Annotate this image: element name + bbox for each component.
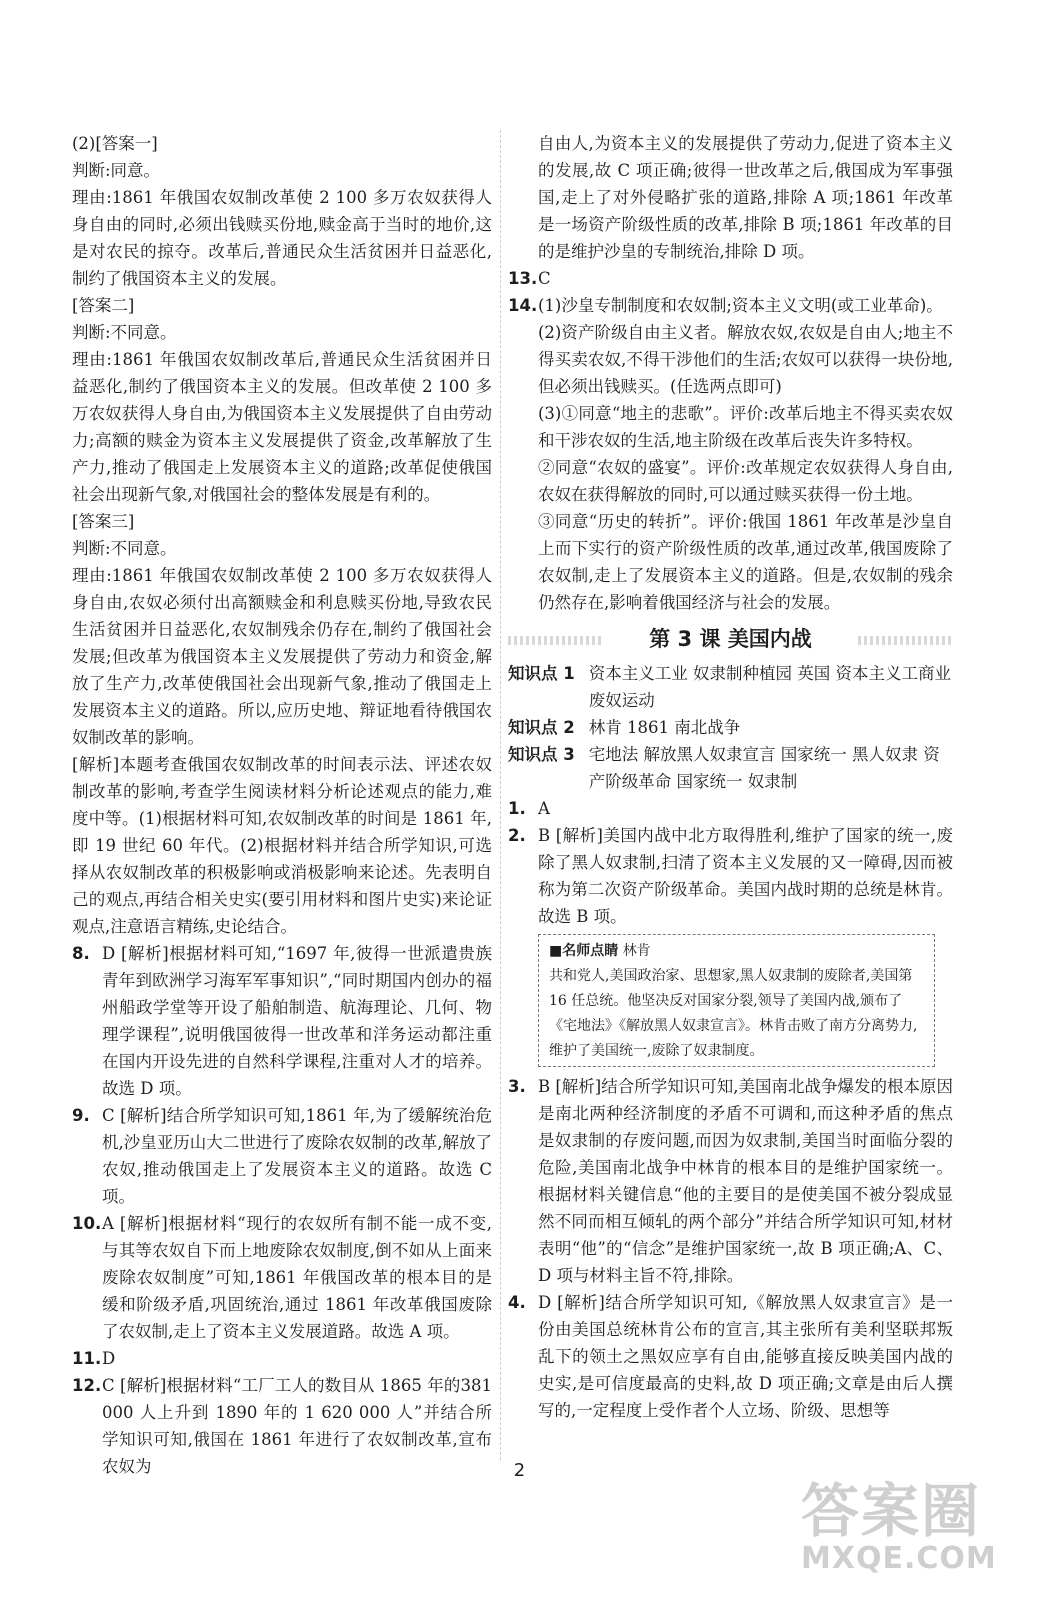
- item-14-part-3c: [508, 508, 953, 616]
- answer-two-heading: [答案二]: [72, 296, 135, 315]
- analysis-paragraph: [解析]本题考查俄国农奴制改革的时间表示法、评述农奴制改革的影响,考查学生阅读材料分析论述观点的能力,难度中等。(1)根据材料可知,农奴制改革的时间是 1861 年,即 19 世纪 60 年代。(2)根据材料并结合所学知识,可选择从农奴制改革的积极影响或消极影响来论述。先表明自己的观点,再结合相关史实(要引用材料和图片史实)来论证观点,注意语言精练,史论结合。: [72, 755, 492, 936]
- answer-item-2: [508, 822, 953, 930]
- item-text: 自由人,为资本主义的发展提供了劳动力,促进了资本主义的发展,故 C 项正确;彼得一世改革之后,俄国成为军事强国,走上了对外侵略扩张的道路,排除 A 项;1861 年改革是一场资产阶级性质的改革,排除 B 项;1861 年改革的目的是维护沙皇的专制统治,排除 D 项。: [538, 134, 953, 261]
- item-number: 11.: [72, 1349, 102, 1368]
- item-text: (3)①同意“地主的悲歌”。评价:改革后地主不得买卖农奴和干涉农奴的生活,地主阶级在改革后丧失许多特权。: [538, 404, 953, 450]
- answer-item-1: [508, 795, 953, 822]
- reason-2: 理由:1861 年俄国农奴制改革后,普通民众生活贫困并日益恶化,制约了俄国资本主义的发展。但改革使 2 100 多万农奴获得人身自由,为俄国资本主义发展提供了自由劳动力;高额的赎金为资本主义发展提供了资金,改革解放了生产力,推动了俄国走上发展资本主义的道路;改革促使俄国社会出现新气象,对俄国社会的整体发展是有利的。: [72, 350, 492, 504]
- knowledge-label: 知识点 3: [508, 745, 575, 764]
- item-number: 13.: [508, 269, 538, 288]
- item-14-part-3a: [508, 400, 953, 454]
- item-text: B [解析]美国内战中北方取得胜利,维护了国家的统一,废除了黑人奴隶制,扫清了资本主义发展的又一障碍,因而被称为第二次资产阶级革命。美国内战时期的总统是林肯。故选 B 项。: [538, 826, 953, 926]
- knowledge-point-1: [508, 660, 953, 714]
- knowledge-label: 知识点 2: [508, 718, 575, 737]
- tip-name: 林肯: [622, 943, 651, 959]
- watermark-text: 答案圈: [801, 1477, 982, 1545]
- left-column: [72, 130, 492, 1480]
- item-text: ②同意“农奴的盛宴”。评价:改革规定农奴获得人身自由,农奴在获得解放的同时,可以通过赎买获得一份土地。: [538, 458, 953, 504]
- item-text: (1)沙皇专制制度和农奴制;资本主义文明(或工业革命)。: [538, 296, 943, 315]
- answer-item-8: [72, 940, 492, 1102]
- item-number: 3.: [508, 1077, 526, 1096]
- item-number: 9.: [72, 1106, 90, 1125]
- item-number: 10.: [72, 1214, 102, 1233]
- column-divider: [500, 130, 502, 1460]
- item-text: (2)资产阶级自由主义者。解放农奴,农奴是自由人;地主不得买卖农奴,不得干涉他们的生活;农奴可以获得一块份地,但必须出钱赎买。(任选两点即可): [538, 323, 953, 396]
- judgement-3: 判断:不同意。: [72, 539, 177, 558]
- answer-item-14: [508, 292, 953, 319]
- watermark-logo: [801, 1477, 1001, 1590]
- item-14-part-3b: [508, 454, 953, 508]
- teacher-tip-box: [538, 934, 935, 1067]
- item-text: D: [102, 1349, 116, 1368]
- answer-item-9: [72, 1102, 492, 1210]
- answer-item-10: [72, 1210, 492, 1345]
- knowledge-label: 知识点 1: [508, 664, 575, 683]
- answer-item-11: [72, 1345, 492, 1372]
- item-text: A: [538, 799, 550, 818]
- knowledge-value: 资本主义工业 奴隶制种植园 英国 资本主义工商业 废奴运动: [588, 664, 951, 710]
- tip-title: ■名师点睛: [549, 943, 619, 959]
- reason-1: 理由:1861 年俄国农奴制改革使 2 100 多万农奴获得人身自由的同时,必须出钱赎买份地,赎金高于当时的地价,这是对农民的掠夺。改革后,普通民众生活贫困并日益恶化,制约了俄国资本主义的发展。: [72, 188, 492, 288]
- knowledge-point-2: [508, 714, 953, 741]
- item-text: B [解析]结合所学知识可知,美国南北战争爆发的根本原因是南北两种经济制度的矛盾不可调和,而这种矛盾的焦点是奴隶制的存废问题,而因为奴隶制,美国当时面临分裂的危险,美国南北战争中林肯的根本目的是维护国家统一。根据材料关键信息“他的主要目的是使美国不被分裂成显然不同而相互倾轧的两个部分”并结合所学知识可知,材材表明“他”的“信念”是维护国家统一,故 B 项正确;A、C、D 项与材料主旨不符,排除。: [538, 1077, 953, 1285]
- item-number: 2.: [508, 826, 526, 845]
- answer-item-4: [508, 1289, 953, 1424]
- answer-2-heading: (2)[答案一]: [72, 134, 158, 153]
- tip-body: 共和党人,美国政治家、思想家,黑人奴隶制的废除者,美国第 16 任总统。他坚决反对国家分裂,领导了美国内战,颁布了《宅地法》《解放黑人奴隶宣言》。林肯击败了南方分离势力,维护了美国统一,废除了奴隶制度。: [549, 968, 918, 1059]
- item-text: D [解析]根据材料可知,“1697 年,彼得一世派遣贵族青年到欧洲学习海军军事知识”,“同时期国内创办的福州船政学堂等开设了船舶制造、航海理论、几何、物理学课程”,说明俄国彼得一世改革和洋务运动都注重在国内开设先进的自然科学课程,注重对人才的培养。故选 D 项。: [102, 944, 492, 1098]
- item-12-continued: [508, 130, 953, 265]
- reason-3: 理由:1861 年俄国农奴制改革使 2 100 多万农奴获得人身自由,农奴必须付出高额赎金和利息赎买份地,导致农民生活贫困并日益恶化,农奴制残余仍存在,制约了俄国社会发展;但改革为俄国资本主义发展提供了劳动力和资金,解放了生产力,改革使俄国社会出现新气象,推动了俄国走上发展资本主义的道路。所以,应历史地、辩证地看待俄国农奴制改革的影响。: [72, 566, 492, 747]
- knowledge-value: 宅地法 解放黑人奴隶宣言 国家统一 黑人奴隶 资产阶级革命 国家统一 奴隶制: [588, 745, 940, 791]
- page-number: 2: [513, 1460, 526, 1481]
- knowledge-point-3: [508, 741, 953, 795]
- knowledge-value: 林肯 1861 南北战争: [588, 718, 741, 737]
- item-14-part-2: [508, 319, 953, 400]
- item-text: A [解析]根据材料“现行的农奴所有制不能一成不变,与其等农奴自下而上地废除农奴制度,倒不如从上面来废除农奴制度”可知,1861 年俄国改革的根本目的是缓和阶级矛盾,巩固统治,通过 1861 年改革俄国废除了农奴制,走上了资本主义发展道路。故选 A 项。: [102, 1214, 492, 1341]
- item-number: 12.: [72, 1376, 102, 1395]
- item-number: 8.: [72, 944, 90, 963]
- item-text: ③同意“历史的转折”。评价:俄国 1861 年改革是沙皇自上而下实行的资产阶级性质的改革,通过改革,俄国废除了农奴制,走上了发展资本主义的道路。但是,农奴制的残余仍然存在,影响着俄国经济与社会的发展。: [538, 512, 953, 612]
- right-column: [508, 130, 953, 1424]
- item-number: 14.: [508, 296, 538, 315]
- watermark-url: MXQE.COM: [801, 1541, 997, 1576]
- item-text: C [解析]根据材料“工厂工人的数目从 1865 年的381 000 人上升到 1890 年的 1 620 000 人”并结合所学知识可知,俄国在 1861 年进行了农奴制改革,宣布农奴为: [102, 1376, 492, 1476]
- answer-item-13: [508, 265, 953, 292]
- item-number: 4.: [508, 1293, 526, 1312]
- item-number: 1.: [508, 799, 526, 818]
- lesson-title: 第 3 课 美国内战: [508, 622, 953, 656]
- item-text: D [解析]结合所学知识可知,《解放黑人奴隶宣言》是一份由美国总统林肯公布的宣言,其主张所有美利坚联邦叛乱下的领土之黑奴应享有自由,能够直接反映美国内战的史实,是可信度最高的史料,故 D 项正确;文章是由后人撰写的,一定程度上受作者个人立场、阶级、思想等: [538, 1293, 953, 1420]
- answer-item-3: [508, 1073, 953, 1289]
- judgement-1: 判断:同意。: [72, 161, 161, 180]
- item-text: C [解析]结合所学知识可知,1861 年,为了缓解统治危机,沙皇亚历山大二世进行了废除农奴制的改革,解放了农奴,推动俄国走上了发展资本主义的道路。故选 C 项。: [102, 1106, 492, 1206]
- item-text: C: [538, 269, 551, 288]
- answer-three-heading: [答案三]: [72, 512, 135, 531]
- judgement-2: 判断:不同意。: [72, 323, 177, 342]
